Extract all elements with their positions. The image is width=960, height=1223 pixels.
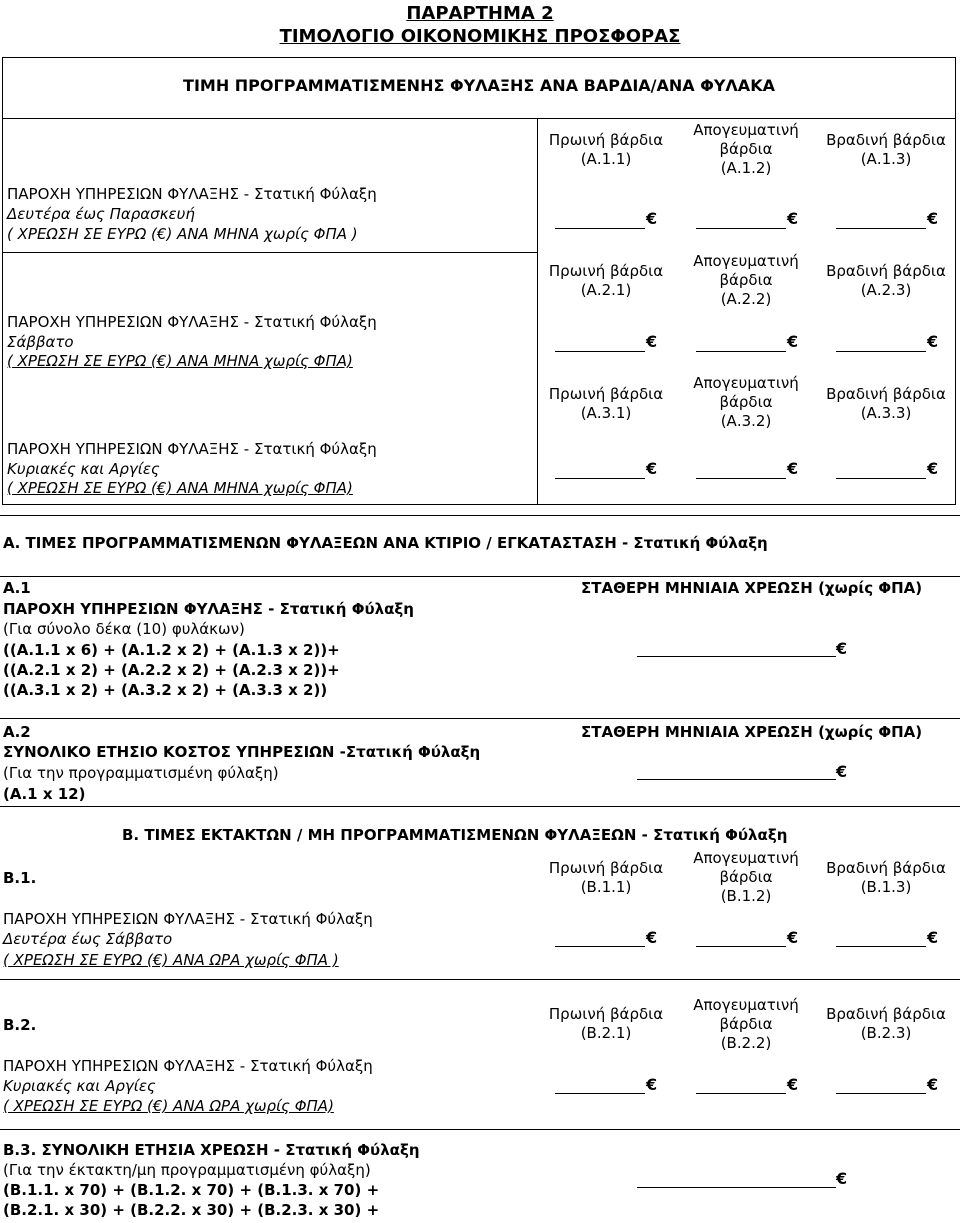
euro-sign: € bbox=[646, 459, 658, 478]
b3-note: (Για την έκτακτη/μη προγραμματισμένη φύλαξη) bbox=[3, 1161, 371, 1179]
a2-top-rule bbox=[0, 718, 960, 719]
shift-code: (Β.1.3) bbox=[860, 878, 912, 896]
header-afternoon-a1 bbox=[676, 121, 816, 178]
shift-label-2: βάρδια bbox=[719, 868, 773, 886]
shift-label: Απογευματινή bbox=[693, 849, 799, 867]
section-b-top-rule bbox=[0, 806, 960, 807]
shift-label: Βραδινή βάρδια bbox=[826, 1005, 946, 1023]
header-morning-a3 bbox=[536, 385, 676, 423]
price-blank-b1-3[interactable] bbox=[836, 946, 926, 947]
shift-code: (Α.3.3) bbox=[860, 404, 912, 422]
shift-code: (Α.2.2) bbox=[720, 290, 772, 308]
table1-heading: ΤΙΜΗ ΠΡΟΓΡΑΜΜΑΤΙΣΜΕΝΗΣ ΦΥΛΑΞΗΣ ΑΝΑ ΒΑΡΔΙΑ/ΑΝΑ ΦΥΛΑΚΑ bbox=[183, 76, 775, 95]
shift-label: Βραδινή βάρδια bbox=[826, 131, 946, 149]
shift-label: Απογευματινή bbox=[693, 996, 799, 1014]
euro-sign: € bbox=[836, 639, 848, 658]
euro-sign: € bbox=[646, 332, 658, 351]
a1-service: ΠΑΡΟΧΗ ΥΠΗΡΕΣΙΩΝ ΦΥΛΑΞΗΣ - Στατική Φύλαξη bbox=[3, 600, 414, 618]
euro-sign: € bbox=[836, 762, 848, 781]
b3-price-blank[interactable] bbox=[637, 1187, 836, 1188]
price-blank-a1-1[interactable] bbox=[555, 228, 645, 229]
a1-column-header: ΣΤΑΘΕΡΗ ΜΗΝΙΑΙΑ ΧΡΕΩΣΗ (χωρίς ΦΠΑ) bbox=[581, 579, 923, 597]
a1-price-blank[interactable] bbox=[637, 656, 836, 657]
row1-charge: ( ΧΡΕΩΣΗ ΣΕ ΕΥΡΩ (€) ΑΝΑ ΜΗΝΑ χωρίς ΦΠΑ ) bbox=[7, 225, 358, 243]
a2-note: (Για την προγραμματισμένη φύλαξη) bbox=[3, 764, 279, 782]
a2-column-header: ΣΤΑΘΕΡΗ ΜΗΝΙΑΙΑ ΧΡΕΩΣΗ (χωρίς ΦΠΑ) bbox=[581, 723, 923, 741]
price-blank-a2-3[interactable] bbox=[836, 351, 926, 352]
price-blank-a2-1[interactable] bbox=[555, 351, 645, 352]
b2-code: Β.2. bbox=[3, 1016, 37, 1034]
section-a-top-rule bbox=[0, 515, 960, 516]
a1-top-rule bbox=[0, 576, 960, 577]
shift-code: (Α.2.1) bbox=[580, 281, 632, 299]
price-blank-a3-1[interactable] bbox=[555, 478, 645, 479]
b1-code: Β.1. bbox=[3, 869, 37, 887]
shift-label: Απογευματινή bbox=[693, 374, 799, 392]
shift-label-2: βάρδια bbox=[719, 271, 773, 289]
price-blank-b1-2[interactable] bbox=[696, 946, 786, 947]
euro-sign: € bbox=[927, 928, 939, 947]
shift-code: (Β.1.1) bbox=[580, 878, 632, 896]
header-afternoon-a3 bbox=[676, 374, 816, 431]
a2-title: ΣΥΝΟΛΙΚΟ ΕΤΗΣΙΟ ΚΟΣΤΟΣ ΥΠΗΡΕΣΙΩΝ -Στατική Φύλαξη bbox=[3, 743, 481, 761]
shift-label: Πρωινή βάρδια bbox=[548, 859, 664, 877]
shift-label: Απογευματινή bbox=[693, 121, 799, 139]
header-night-a3 bbox=[816, 385, 956, 423]
b2-top-rule bbox=[0, 979, 960, 980]
shift-code: (Α.1.3) bbox=[860, 150, 912, 168]
b2-days: Κυριακές και Αργίες bbox=[3, 1077, 156, 1095]
row1-service: ΠΑΡΟΧΗ ΥΠΗΡΕΣΙΩΝ ΦΥΛΑΞΗΣ - Στατική Φύλαξη bbox=[7, 185, 377, 203]
shift-label-2: βάρδια bbox=[719, 393, 773, 411]
euro-sign: € bbox=[927, 332, 939, 351]
price-blank-a2-2[interactable] bbox=[696, 351, 786, 352]
b3-top-rule bbox=[0, 1129, 960, 1130]
b2-service: ΠΑΡΟΧΗ ΥΠΗΡΕΣΙΩΝ ΦΥΛΑΞΗΣ - Στατική Φύλαξη bbox=[3, 1057, 373, 1075]
shift-code: (Β.2.3) bbox=[860, 1024, 912, 1042]
b1-days: Δευτέρα έως Σάββατο bbox=[3, 930, 173, 948]
price-blank-a3-3[interactable] bbox=[836, 478, 926, 479]
price-blank-b2-3[interactable] bbox=[836, 1093, 926, 1094]
a2-formula: (Α.1 x 12) bbox=[3, 785, 86, 803]
euro-sign: € bbox=[787, 1075, 799, 1094]
header-night-a2 bbox=[816, 262, 956, 300]
section-a-heading: Α. ΤΙΜΕΣ ΠΡΟΓΡΑΜΜΑΤΙΣΜΕΝΩΝ ΦΥΛΑΞΕΩΝ ΑΝΑ ΚΤΙΡΙΟ / ΕΓΚΑΤΑΣΤΑΣΗ - Στατική Φύλαξη bbox=[3, 534, 768, 552]
header-night-a1 bbox=[816, 131, 956, 169]
euro-sign: € bbox=[927, 459, 939, 478]
table1-row-divider-1 bbox=[2, 252, 538, 253]
header-afternoon-a2 bbox=[676, 252, 816, 309]
shift-code: (Α.3.1) bbox=[580, 404, 632, 422]
b3-formula-2: (Β.2.1. x 30) + (Β.2.2. x 30) + (Β.2.3. x 30) + bbox=[3, 1201, 380, 1219]
price-blank-b2-1[interactable] bbox=[555, 1093, 645, 1094]
shift-code: (Β.2.1) bbox=[580, 1024, 632, 1042]
price-blank-b2-2[interactable] bbox=[696, 1093, 786, 1094]
price-blank-a1-2[interactable] bbox=[696, 228, 786, 229]
b1-charge: ( ΧΡΕΩΣΗ ΣΕ ΕΥΡΩ (€) ΑΝΑ ΩΡΑ χωρίς ΦΠΑ ) bbox=[3, 951, 339, 969]
euro-sign: € bbox=[787, 459, 799, 478]
header-night-b2 bbox=[816, 1005, 956, 1043]
shift-label: Βραδινή βάρδια bbox=[826, 385, 946, 403]
b3-formula-1: (Β.1.1. x 70) + (Β.1.2. x 70) + (Β.1.3. x 70) + bbox=[3, 1181, 380, 1199]
a1-code: Α.1 bbox=[3, 579, 31, 597]
row1-days: Δευτέρα έως Παρασκευή bbox=[7, 205, 195, 223]
euro-sign: € bbox=[927, 1075, 939, 1094]
euro-sign: € bbox=[927, 209, 939, 228]
a1-formula-3: ((Α.3.1 x 2) + (Α.3.2 x 2) + (Α.3.3 x 2)) bbox=[3, 681, 328, 699]
header-morning-b1 bbox=[536, 859, 676, 897]
b1-service: ΠΑΡΟΧΗ ΥΠΗΡΕΣΙΩΝ ΦΥΛΑΞΗΣ - Στατική Φύλαξη bbox=[3, 910, 373, 928]
a1-note: (Για σύνολο δέκα (10) φυλάκων) bbox=[3, 620, 245, 638]
price-blank-a1-3[interactable] bbox=[836, 228, 926, 229]
euro-sign: € bbox=[646, 209, 658, 228]
row3-service: ΠΑΡΟΧΗ ΥΠΗΡΕΣΙΩΝ ΦΥΛΑΞΗΣ - Στατική Φύλαξη bbox=[7, 440, 377, 458]
a2-price-blank[interactable] bbox=[637, 779, 836, 780]
title-line-1: ΠΑΡΑΡΤΗΜΑ 2 bbox=[406, 3, 554, 24]
title-line-2: ΤΙΜΟΛΟΓΙΟ ΟΙΚΟΝΟΜΙΚΗΣ ΠΡΟΣΦΟΡΑΣ bbox=[279, 26, 681, 47]
a1-formula-2: ((Α.2.1 x 2) + (Α.2.2 x 2) + (Α.2.3 x 2))+ bbox=[3, 661, 340, 679]
shift-code: (Β.2.2) bbox=[720, 1034, 772, 1052]
row2-charge: ( ΧΡΕΩΣΗ ΣΕ ΕΥΡΩ (€) ΑΝΑ ΜΗΝΑ χωρίς ΦΠΑ) bbox=[7, 352, 353, 370]
shift-label-2: βάρδια bbox=[719, 1015, 773, 1033]
price-blank-b1-1[interactable] bbox=[555, 946, 645, 947]
a2-code: Α.2 bbox=[3, 723, 31, 741]
shift-label: Απογευματινή bbox=[693, 252, 799, 270]
row3-days: Κυριακές και Αργίες bbox=[7, 460, 160, 478]
euro-sign: € bbox=[836, 1169, 848, 1188]
shift-label: Πρωινή βάρδια bbox=[548, 262, 664, 280]
shift-code: (Α.3.2) bbox=[720, 412, 772, 430]
section-b-heading: Β. ΤΙΜΕΣ ΕΚΤΑΚΤΩΝ / ΜΗ ΠΡΟΓΡΑΜΜΑΤΙΣΜΕΝΩΝ ΦΥΛΑΞΕΩΝ - Στατική Φύλαξη bbox=[122, 826, 788, 844]
shift-code: (Α.2.3) bbox=[860, 281, 912, 299]
row3-charge: ( ΧΡΕΩΣΗ ΣΕ ΕΥΡΩ (€) ΑΝΑ ΜΗΝΑ χωρίς ΦΠΑ) bbox=[7, 479, 353, 497]
header-morning-a2 bbox=[536, 262, 676, 300]
shift-code: (Β.1.2) bbox=[720, 887, 772, 905]
shift-label: Πρωινή βάρδια bbox=[548, 385, 664, 403]
header-night-b1 bbox=[816, 859, 956, 897]
euro-sign: € bbox=[646, 1075, 658, 1094]
shift-label: Βραδινή βάρδια bbox=[826, 262, 946, 280]
header-morning-b2 bbox=[536, 1005, 676, 1043]
a1-formula-1: ((Α.1.1 x 6) + (Α.1.2 x 2) + (Α.1.3 x 2))+ bbox=[3, 641, 340, 659]
row2-days: Σάββατο bbox=[7, 333, 74, 351]
b3-title: Β.3. ΣΥΝΟΛΙΚΗ ΕΤΗΣΙΑ ΧΡΕΩΣΗ - Στατική Φύλαξη bbox=[3, 1141, 420, 1159]
header-afternoon-b2 bbox=[676, 996, 816, 1053]
shift-label: Πρωινή βάρδια bbox=[548, 1005, 664, 1023]
table1-heading-divider bbox=[2, 118, 956, 119]
table1-column-divider bbox=[537, 118, 538, 504]
price-blank-a3-2[interactable] bbox=[696, 478, 786, 479]
shift-label-2: βάρδια bbox=[719, 140, 773, 158]
euro-sign: € bbox=[787, 928, 799, 947]
shift-label: Πρωινή βάρδια bbox=[548, 131, 664, 149]
shift-code: (Α.1.2) bbox=[720, 159, 772, 177]
header-morning-a1 bbox=[536, 131, 676, 169]
euro-sign: € bbox=[646, 928, 658, 947]
euro-sign: € bbox=[787, 209, 799, 228]
b2-charge: ( ΧΡΕΩΣΗ ΣΕ ΕΥΡΩ (€) ΑΝΑ ΩΡΑ χωρίς ΦΠΑ) bbox=[3, 1097, 334, 1115]
euro-sign: € bbox=[787, 332, 799, 351]
shift-label: Βραδινή βάρδια bbox=[826, 859, 946, 877]
header-afternoon-b1 bbox=[676, 849, 816, 906]
row2-service: ΠΑΡΟΧΗ ΥΠΗΡΕΣΙΩΝ ΦΥΛΑΞΗΣ - Στατική Φύλαξη bbox=[7, 313, 377, 331]
shift-code: (Α.1.1) bbox=[580, 150, 632, 168]
